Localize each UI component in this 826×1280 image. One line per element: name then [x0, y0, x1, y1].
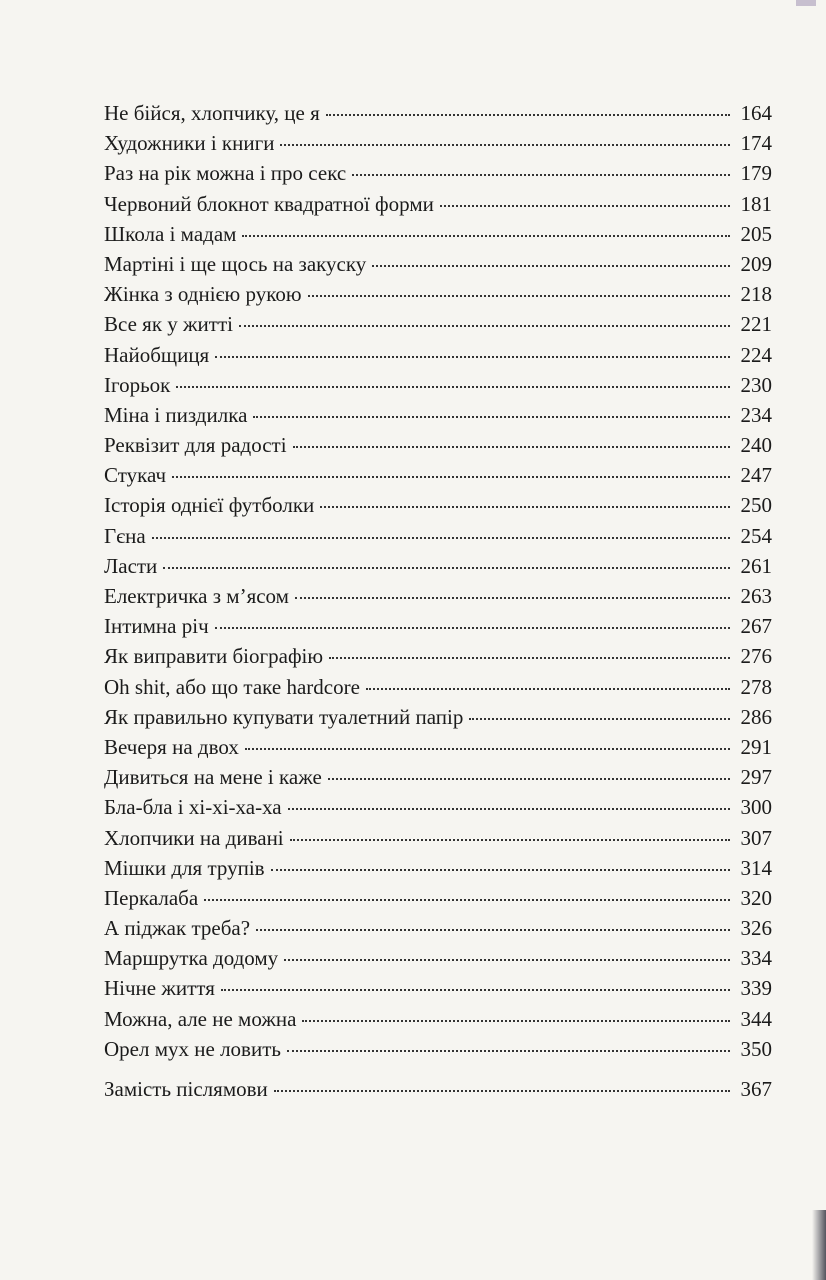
- page-corner-shadow: [812, 1210, 826, 1280]
- toc-entry: [104, 400, 772, 430]
- toc-entry-title: Міна і пиздилка: [104, 402, 248, 427]
- toc-entry-page: 174: [740, 131, 772, 156]
- toc-entry-page: 221: [740, 312, 772, 337]
- toc-entry-title: Дивиться на мене і каже: [104, 765, 322, 790]
- toc-entry-page: 263: [740, 584, 772, 608]
- toc-entry-page: 181: [740, 191, 772, 216]
- toc-entry-page: 314: [740, 855, 772, 880]
- toc-entry-page: 218: [740, 282, 772, 307]
- toc-dot-leader: [215, 626, 730, 629]
- toc-entry-page: 179: [740, 161, 772, 186]
- toc-entry-page: 164: [740, 101, 772, 125]
- toc-entry-page: 334: [740, 946, 772, 971]
- toc-entry-page: 234: [740, 402, 772, 427]
- toc-dot-leader: [440, 204, 730, 207]
- toc-entry: [104, 189, 772, 219]
- toc-dot-leader: [302, 1019, 730, 1022]
- toc-entry: [104, 370, 772, 400]
- toc-dot-leader: [284, 958, 730, 961]
- toc-entry-page: 350: [740, 1036, 772, 1061]
- toc-entry-page: 261: [740, 553, 772, 578]
- toc-dot-leader: [280, 143, 730, 146]
- toc-entry-title: Найобщиця: [104, 342, 210, 367]
- toc-entry: [104, 460, 772, 490]
- toc-entry-page: 344: [740, 1006, 772, 1031]
- toc-entry: [104, 732, 772, 762]
- table-of-contents: [104, 98, 772, 1104]
- toc-entry-page: 205: [740, 221, 772, 246]
- toc-entry-title: Реквізит для радості: [104, 433, 287, 458]
- toc-dot-leader: [469, 717, 730, 720]
- toc-entry-page: 267: [740, 614, 772, 639]
- toc-entry: [104, 943, 772, 973]
- toc-dot-leader: [172, 475, 730, 478]
- toc-dot-leader: [288, 807, 730, 810]
- toc-entry-page: 250: [740, 493, 772, 518]
- toc-entry-title: Стукач: [104, 463, 167, 488]
- toc-entry: [104, 611, 772, 641]
- toc-entry: [104, 219, 772, 249]
- toc-entry-title: Орел мух не ловить: [104, 1036, 281, 1061]
- toc-dot-leader: [221, 988, 730, 991]
- toc-entry-title: Все як у житті: [104, 312, 233, 337]
- toc-entry-title: Мішки для трупів: [104, 855, 265, 880]
- toc-dot-leader: [176, 385, 730, 388]
- toc-entry: [104, 823, 772, 853]
- toc-entry-title: Художники і книги: [104, 131, 275, 156]
- toc-entry-title: Oh shit, або що таке hardcore: [104, 674, 360, 699]
- toc-entry-page: 247: [740, 463, 772, 488]
- toc-dot-leader: [320, 505, 730, 508]
- toc-dot-leader: [372, 264, 730, 267]
- toc-entry: [104, 98, 772, 128]
- toc-entry-title: Нічне життя: [104, 976, 215, 1001]
- toc-entry-page: 307: [740, 825, 772, 850]
- toc-entry-title: Червоний блокнот квадратної форми: [104, 191, 434, 216]
- toc-entry: [104, 128, 772, 158]
- toc-dot-leader: [242, 234, 730, 237]
- toc-entry-title: Як правильно купувати туалетний папір: [104, 704, 464, 729]
- toc-entry-title: Електричка з м’ясом: [104, 584, 289, 608]
- toc-entry: [104, 672, 772, 702]
- toc-entry: [104, 913, 772, 943]
- toc-dot-leader: [287, 1049, 730, 1052]
- toc-entry-title: Хлопчики на дивані: [104, 825, 284, 850]
- page-edge-mark: [796, 0, 816, 6]
- toc-dot-leader: [328, 777, 730, 780]
- toc-entry: [104, 762, 772, 792]
- toc-entry-page: 367: [740, 1077, 772, 1101]
- toc-dot-leader: [253, 415, 730, 418]
- toc-entry: [104, 1034, 772, 1064]
- toc-entry-title: Школа і мадам: [104, 221, 237, 246]
- toc-entry-title: Інтимна річ: [104, 614, 209, 639]
- toc-entry-title: Раз на рік можна і про секс: [104, 161, 347, 186]
- toc-dot-leader: [295, 596, 730, 599]
- toc-entry: [104, 521, 772, 551]
- toc-dot-leader: [352, 173, 730, 176]
- toc-list: [104, 98, 772, 1064]
- toc-entry-title: Історія однієї футболки: [104, 493, 315, 518]
- toc-entry-page: 320: [740, 885, 772, 910]
- toc-entry-afterword: [104, 1074, 772, 1104]
- toc-entry: [104, 581, 772, 611]
- toc-entry: [104, 158, 772, 188]
- toc-entry-page: 240: [740, 433, 772, 458]
- toc-entry-title: Бла-бла і хі-хі-ха-ха: [104, 795, 282, 820]
- toc-entry-title: Як виправити біографію: [104, 644, 324, 669]
- toc-entry: [104, 340, 772, 370]
- toc-entry-title: Маршрутка додому: [104, 946, 279, 971]
- toc-entry: [104, 249, 772, 279]
- toc-entry-page: 300: [740, 795, 772, 820]
- toc-entry: [104, 1004, 772, 1034]
- toc-entry-page: 286: [740, 704, 772, 729]
- toc-entry-title: Замість післямови: [104, 1077, 268, 1101]
- toc-dot-leader: [163, 566, 730, 569]
- toc-entry-title: Ласти: [104, 553, 158, 578]
- toc-dot-leader: [329, 656, 730, 659]
- toc-entry-title: Можна, але не можна: [104, 1006, 297, 1031]
- toc-entry-page: 230: [740, 372, 772, 397]
- toc-entry: [104, 641, 772, 671]
- toc-entry-title: Мартіні і ще щось на закуску: [104, 251, 367, 276]
- toc-dot-leader: [152, 536, 730, 539]
- toc-dot-leader: [274, 1089, 730, 1092]
- toc-entry-page: 291: [740, 734, 772, 759]
- toc-dot-leader: [326, 113, 730, 116]
- toc-entry-page: 326: [740, 916, 772, 941]
- toc-entry-page: 276: [740, 644, 772, 669]
- toc-dot-leader: [256, 928, 730, 931]
- toc-dot-leader: [239, 324, 730, 327]
- toc-entry-title: Вечеря на двох: [104, 734, 239, 759]
- toc-entry: [104, 430, 772, 460]
- toc-entry-page: 209: [740, 251, 772, 276]
- toc-entry-page: 278: [740, 674, 772, 699]
- toc-entry: [104, 309, 772, 339]
- toc-entry: [104, 883, 772, 913]
- toc-dot-leader: [204, 898, 730, 901]
- toc-entry-page: 224: [740, 342, 772, 367]
- toc-dot-leader: [290, 838, 730, 841]
- toc-entry-title: Ігорьок: [104, 372, 171, 397]
- toc-entry-title: Перкалаба: [104, 885, 199, 910]
- toc-entry: [104, 853, 772, 883]
- toc-dot-leader: [215, 355, 730, 358]
- toc-entry: [104, 702, 772, 732]
- toc-entry-title: Не бійся, хлопчику, це я: [104, 101, 320, 125]
- toc-dot-leader: [245, 747, 730, 750]
- toc-entry-title: Жінка з однією рукою: [104, 282, 302, 307]
- toc-entry-page: 297: [740, 765, 772, 790]
- toc-entry-title: А піджак треба?: [104, 916, 251, 941]
- toc-dot-leader: [308, 294, 730, 297]
- toc-entry-title: Гєна: [104, 523, 146, 548]
- toc-entry: [104, 973, 772, 1003]
- toc-entry: [104, 551, 772, 581]
- toc-entry-page: 254: [740, 523, 772, 548]
- toc-dot-leader: [271, 868, 730, 871]
- toc-entry: [104, 490, 772, 520]
- toc-dot-leader: [293, 445, 730, 448]
- toc-entry: [104, 279, 772, 309]
- toc-entry-page: 339: [740, 976, 772, 1001]
- toc-dot-leader: [366, 687, 730, 690]
- toc-entry: [104, 792, 772, 822]
